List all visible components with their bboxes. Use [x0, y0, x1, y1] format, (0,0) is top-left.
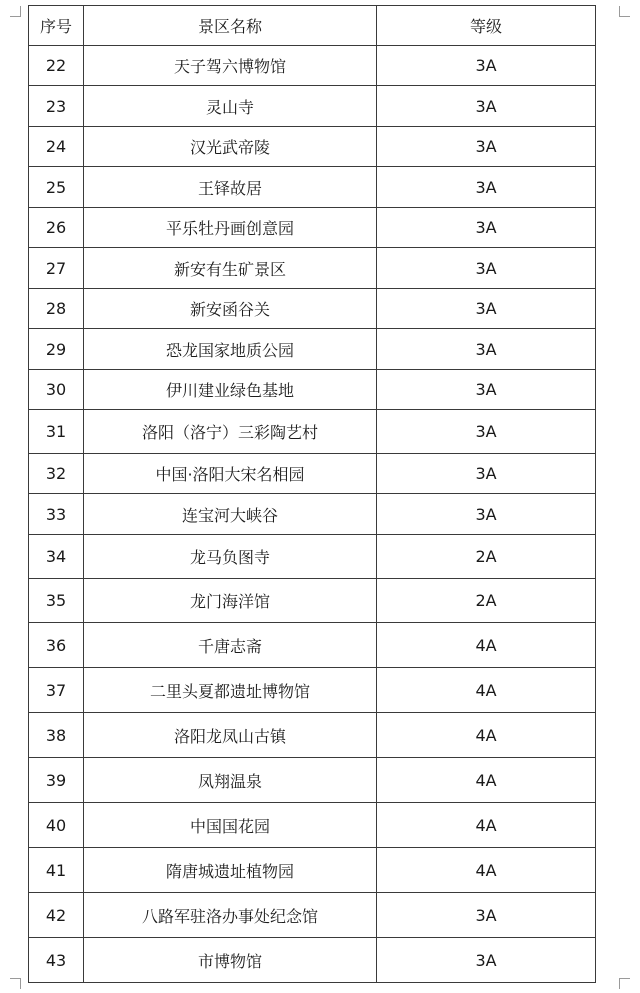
row-index: 25 [29, 167, 84, 208]
table-row [29, 938, 596, 983]
table-row [29, 167, 596, 208]
table-row [29, 410, 596, 454]
row-name: 新安有生矿景区 [84, 248, 377, 289]
table-row [29, 454, 596, 494]
row-grade: 3A [377, 208, 596, 248]
row-grade: 4A [377, 758, 596, 803]
row-grade: 4A [377, 623, 596, 668]
row-index: 26 [29, 208, 84, 248]
row-index: 43 [29, 938, 84, 983]
row-grade: 3A [377, 46, 596, 86]
row-index: 40 [29, 803, 84, 848]
row-grade: 3A [377, 370, 596, 410]
row-name: 龙门海洋馆 [84, 579, 377, 623]
table-row [29, 579, 596, 623]
table-row [29, 893, 596, 938]
row-name: 洛阳（洛宁）三彩陶艺村 [84, 410, 377, 454]
row-grade: 3A [377, 893, 596, 938]
row-grade: 3A [377, 127, 596, 167]
row-name: 平乐牡丹画创意园 [84, 208, 377, 248]
row-index: 30 [29, 370, 84, 410]
row-name: 洛阳龙凤山古镇 [84, 713, 377, 758]
row-name: 龙马负图寺 [84, 535, 377, 579]
row-grade: 3A [377, 248, 596, 289]
header-index: 序号 [29, 6, 84, 46]
table-header-row [29, 6, 596, 46]
page-corner-mark [619, 6, 630, 17]
table-row [29, 535, 596, 579]
row-index: 36 [29, 623, 84, 668]
table-row [29, 803, 596, 848]
row-name: 隋唐城遗址植物园 [84, 848, 377, 893]
table-row [29, 208, 596, 248]
row-grade: 3A [377, 329, 596, 370]
row-name: 二里头夏都遗址博物馆 [84, 668, 377, 713]
row-index: 35 [29, 579, 84, 623]
row-index: 28 [29, 289, 84, 329]
table-row [29, 494, 596, 535]
row-index: 24 [29, 127, 84, 167]
row-index: 27 [29, 248, 84, 289]
row-name: 恐龙国家地质公园 [84, 329, 377, 370]
row-name: 千唐志斋 [84, 623, 377, 668]
row-index: 23 [29, 86, 84, 127]
row-index: 38 [29, 713, 84, 758]
page-corner-mark [619, 978, 630, 989]
header-grade: 等级 [377, 6, 596, 46]
row-index: 42 [29, 893, 84, 938]
table-row [29, 127, 596, 167]
table-row [29, 46, 596, 86]
row-grade: 3A [377, 167, 596, 208]
row-name: 新安函谷关 [84, 289, 377, 329]
row-index: 39 [29, 758, 84, 803]
row-name: 连宝河大峡谷 [84, 494, 377, 535]
row-name: 凤翔温泉 [84, 758, 377, 803]
row-index: 31 [29, 410, 84, 454]
row-name: 中国国花园 [84, 803, 377, 848]
table-row [29, 758, 596, 803]
row-name: 王铎故居 [84, 167, 377, 208]
table-row [29, 370, 596, 410]
table-row [29, 848, 596, 893]
table-row [29, 623, 596, 668]
table-row [29, 713, 596, 758]
row-grade: 4A [377, 713, 596, 758]
row-grade: 3A [377, 410, 596, 454]
scenic-spot-table [28, 5, 596, 983]
row-index: 29 [29, 329, 84, 370]
row-index: 41 [29, 848, 84, 893]
row-grade: 4A [377, 803, 596, 848]
row-grade: 3A [377, 938, 596, 983]
row-grade: 2A [377, 535, 596, 579]
table-row [29, 668, 596, 713]
row-grade: 4A [377, 668, 596, 713]
row-name: 汉光武帝陵 [84, 127, 377, 167]
row-name: 中国·洛阳大宋名相园 [84, 454, 377, 494]
row-grade: 3A [377, 454, 596, 494]
row-index: 22 [29, 46, 84, 86]
row-name: 市博物馆 [84, 938, 377, 983]
row-index: 34 [29, 535, 84, 579]
page-corner-mark [10, 978, 21, 989]
row-name: 伊川建业绿色基地 [84, 370, 377, 410]
table-row [29, 248, 596, 289]
row-index: 32 [29, 454, 84, 494]
row-grade: 4A [377, 848, 596, 893]
row-index: 37 [29, 668, 84, 713]
row-index: 33 [29, 494, 84, 535]
page-corner-mark [10, 6, 21, 17]
row-grade: 3A [377, 494, 596, 535]
row-grade: 3A [377, 289, 596, 329]
row-grade: 2A [377, 579, 596, 623]
row-name: 灵山寺 [84, 86, 377, 127]
table-row [29, 329, 596, 370]
row-grade: 3A [377, 86, 596, 127]
table-row [29, 86, 596, 127]
row-name: 八路军驻洛办事处纪念馆 [84, 893, 377, 938]
header-name: 景区名称 [84, 6, 377, 46]
table-row [29, 289, 596, 329]
row-name: 天子驾六博物馆 [84, 46, 377, 86]
